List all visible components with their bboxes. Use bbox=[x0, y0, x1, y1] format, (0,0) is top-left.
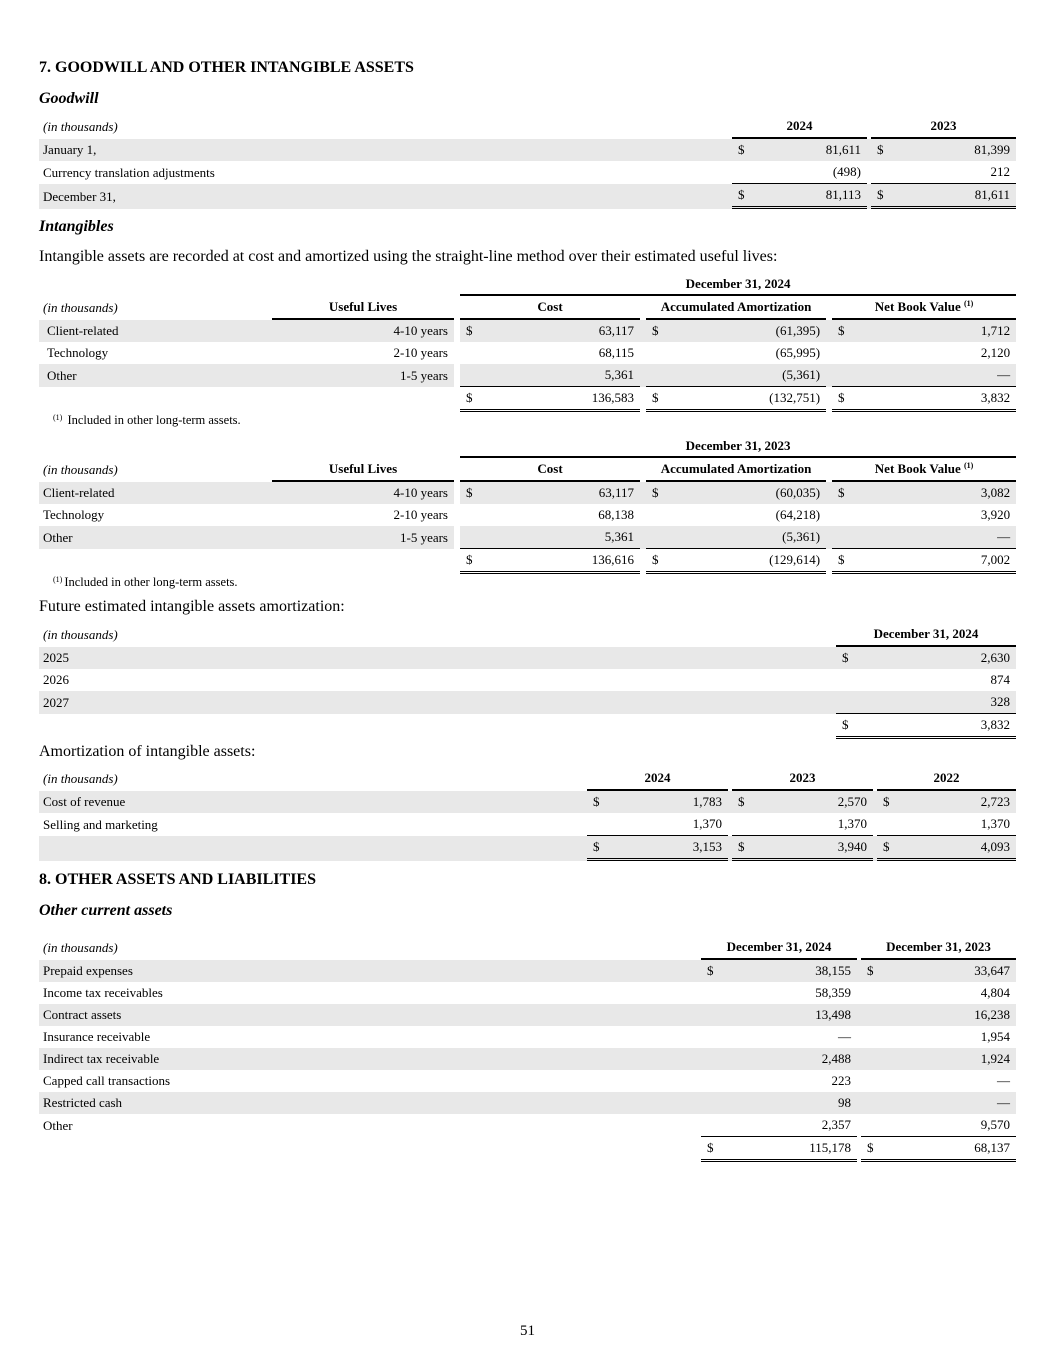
period-header: December 31, 2024 bbox=[460, 274, 1016, 296]
currency-symbol bbox=[861, 982, 883, 1004]
value-2023: 16,238 bbox=[883, 1004, 1016, 1026]
row-label: Technology bbox=[47, 345, 109, 360]
currency-symbol bbox=[460, 342, 482, 364]
units-label: (in thousands) bbox=[43, 627, 118, 642]
currency-symbol bbox=[861, 1114, 883, 1137]
footnote bbox=[53, 413, 241, 428]
value-2023: 1,954 bbox=[980, 1029, 1010, 1044]
currency-symbol: $ bbox=[871, 184, 893, 209]
footnote-marker: (1) bbox=[53, 575, 63, 584]
amortization-table bbox=[39, 767, 1016, 861]
value-2024: 81,611 bbox=[754, 139, 867, 161]
net-book-value: — bbox=[854, 526, 1016, 549]
value-2023: 212 bbox=[893, 161, 1016, 184]
col-header-net-book-value bbox=[832, 296, 1016, 320]
useful-life: 4-10 years bbox=[272, 482, 454, 504]
currency-symbol bbox=[701, 1092, 723, 1114]
col-header-cost: Cost bbox=[460, 458, 640, 482]
value-2024: 81,113 bbox=[754, 184, 867, 209]
value-2023: 1,924 bbox=[883, 1048, 1016, 1070]
currency-symbol: $ bbox=[832, 549, 854, 574]
future-amortization-intro: Future estimated intangible assets amortization: bbox=[39, 598, 345, 615]
total-cost: 136,583 bbox=[482, 387, 640, 412]
table-row bbox=[39, 1048, 1016, 1070]
table-row bbox=[39, 320, 1016, 342]
value-2023: 81,611 bbox=[893, 184, 1016, 209]
cost-value: 68,115 bbox=[598, 345, 635, 360]
amortization-value: (61,395) bbox=[668, 320, 826, 342]
currency-symbol: $ bbox=[646, 320, 668, 342]
currency-symbol bbox=[646, 364, 668, 387]
row-label: Income tax receivables bbox=[43, 985, 163, 1000]
currency-symbol: $ bbox=[460, 549, 482, 574]
units-label: (in thousands) bbox=[43, 940, 118, 955]
currency-symbol bbox=[877, 813, 899, 836]
currency-symbol bbox=[460, 526, 482, 549]
table-row-total bbox=[39, 549, 1016, 574]
intangibles-intro: Intangible assets are recorded at cost and amortized using the straight-line method over their estimated useful lives: bbox=[39, 248, 778, 265]
table-row-total bbox=[39, 387, 1016, 412]
currency-symbol bbox=[460, 364, 482, 387]
goodwill-header-row bbox=[39, 115, 1016, 139]
useful-life: 1-5 years bbox=[272, 364, 454, 387]
currency-symbol: $ bbox=[832, 320, 854, 342]
currency-symbol bbox=[732, 161, 754, 184]
col-header-dec-2023: December 31, 2023 bbox=[861, 936, 1016, 960]
table-row bbox=[39, 691, 1016, 714]
row-label: Client-related bbox=[39, 320, 272, 342]
currency-symbol: $ bbox=[701, 960, 723, 982]
amortization-value: (5,361) bbox=[668, 526, 826, 549]
table-row-total bbox=[39, 184, 1016, 209]
row-label: Contract assets bbox=[39, 1004, 701, 1026]
page-number: 51 bbox=[520, 1323, 535, 1339]
currency-symbol bbox=[832, 342, 854, 364]
column-header-row bbox=[39, 767, 1016, 791]
period-header-row bbox=[39, 436, 1016, 458]
row-label: Cost of revenue bbox=[39, 791, 587, 813]
table-row bbox=[39, 1070, 1016, 1092]
nbv-label: Net Book Value bbox=[874, 299, 961, 314]
currency-symbol bbox=[732, 813, 754, 836]
currency-symbol bbox=[701, 982, 723, 1004]
currency-symbol: $ bbox=[732, 836, 754, 861]
table-row bbox=[39, 647, 1016, 669]
other-current-assets-table bbox=[39, 936, 1016, 1162]
table-row bbox=[39, 982, 1016, 1004]
column-header-row bbox=[39, 296, 1016, 320]
value-2024: 1,783 bbox=[609, 791, 728, 813]
col-header-net-book-value bbox=[832, 458, 1016, 482]
col-header-accumulated-amortization: Accumulated Amortization bbox=[646, 296, 826, 320]
currency-symbol bbox=[836, 669, 858, 691]
total-amortization: (132,751) bbox=[668, 387, 826, 412]
value-2024: 2,488 bbox=[723, 1048, 857, 1070]
currency-symbol: $ bbox=[877, 836, 899, 861]
net-book-value: — bbox=[854, 364, 1016, 387]
col-header-2023: 2023 bbox=[732, 767, 873, 791]
column-header-row bbox=[39, 936, 1016, 960]
units-label: (in thousands) bbox=[43, 300, 118, 315]
table-row bbox=[39, 1114, 1016, 1137]
col-header-accumulated-amortization: Accumulated Amortization bbox=[646, 458, 826, 482]
cost-value: 63,117 bbox=[482, 320, 640, 342]
value-2024: 58,359 bbox=[815, 985, 851, 1000]
amortization-value: (5,361) bbox=[668, 364, 826, 387]
currency-symbol bbox=[646, 342, 668, 364]
currency-symbol bbox=[701, 1026, 723, 1048]
row-label: Indirect tax receivable bbox=[39, 1048, 701, 1070]
amortization-value: (60,035) bbox=[668, 482, 826, 504]
row-label: Selling and marketing bbox=[43, 816, 158, 832]
currency-symbol: $ bbox=[732, 791, 754, 813]
currency-symbol bbox=[460, 504, 482, 526]
currency-symbol: $ bbox=[832, 387, 854, 412]
value-2023: 2,570 bbox=[754, 791, 873, 813]
currency-symbol bbox=[701, 1070, 723, 1092]
goodwill-table bbox=[39, 115, 1016, 209]
footnote-marker: (1) bbox=[53, 413, 63, 422]
total-2023: 68,137 bbox=[883, 1137, 1016, 1162]
total-2023: 3,940 bbox=[754, 836, 873, 861]
value-2023: 81,399 bbox=[893, 139, 1016, 161]
useful-life: 2-10 years bbox=[393, 507, 448, 522]
currency-symbol: $ bbox=[646, 482, 668, 504]
currency-symbol: $ bbox=[646, 549, 668, 574]
currency-symbol bbox=[861, 1092, 883, 1114]
footnote-marker: (1) bbox=[964, 461, 974, 470]
row-label: 2025 bbox=[39, 647, 836, 669]
footnote bbox=[53, 575, 238, 590]
column-header-row bbox=[39, 458, 1016, 482]
total-net-book-value: 3,832 bbox=[854, 387, 1016, 412]
currency-symbol: $ bbox=[836, 647, 858, 669]
table-row-total bbox=[39, 1137, 1016, 1162]
currency-symbol bbox=[701, 1048, 723, 1070]
value-2023: 33,647 bbox=[883, 960, 1016, 982]
cost-value: 5,361 bbox=[482, 364, 640, 387]
col-header-2023: 2023 bbox=[871, 115, 1016, 139]
col-header-useful-lives: Useful Lives bbox=[272, 458, 454, 482]
currency-symbol bbox=[861, 1070, 883, 1092]
value-2023: 1,370 bbox=[754, 813, 873, 836]
row-label: Currency translation adjustments bbox=[43, 164, 215, 180]
value-2024: 98 bbox=[723, 1092, 857, 1114]
currency-symbol bbox=[861, 1026, 883, 1048]
row-label: Technology bbox=[43, 507, 105, 522]
intangibles-2024-table bbox=[39, 274, 1016, 412]
amount: 874 bbox=[990, 672, 1010, 687]
table-row bbox=[39, 342, 1016, 364]
row-label: Client-related bbox=[39, 482, 272, 504]
currency-symbol: $ bbox=[877, 791, 899, 813]
table-row bbox=[39, 960, 1016, 982]
table-row bbox=[39, 139, 1016, 161]
row-label: 2027 bbox=[39, 691, 836, 714]
total-amortization: (129,614) bbox=[668, 549, 826, 574]
footnote-marker: (1) bbox=[964, 299, 974, 308]
currency-symbol bbox=[871, 161, 893, 184]
total-net-book-value: 7,002 bbox=[854, 549, 1016, 574]
value-2023: — bbox=[883, 1092, 1016, 1114]
table-row bbox=[39, 526, 1016, 549]
amortization-intro: Amortization of intangible assets: bbox=[39, 743, 256, 760]
future-amortization-table bbox=[39, 623, 1016, 739]
useful-life: 4-10 years bbox=[272, 320, 454, 342]
row-label: Other bbox=[43, 1117, 73, 1133]
amortization-value: (64,218) bbox=[775, 507, 821, 522]
col-header-useful-lives: Useful Lives bbox=[272, 296, 454, 320]
row-label: Capped call transactions bbox=[43, 1073, 171, 1088]
value-2023: — bbox=[997, 1073, 1010, 1088]
currency-symbol bbox=[701, 1114, 723, 1137]
value-2024: 1,370 bbox=[609, 813, 728, 836]
footnote-text: Included in other long-term assets. bbox=[67, 413, 241, 427]
cost-value: 63,117 bbox=[482, 482, 640, 504]
currency-symbol: $ bbox=[701, 1137, 723, 1162]
row-label: Other bbox=[39, 364, 272, 387]
table-row bbox=[39, 482, 1016, 504]
table-row-total bbox=[39, 836, 1016, 861]
useful-life: 1-5 years bbox=[272, 526, 454, 549]
section-8-title: 8. OTHER ASSETS AND LIABILITIES bbox=[39, 871, 316, 888]
cost-value: 68,138 bbox=[598, 507, 635, 522]
table-row bbox=[39, 161, 1016, 184]
nbv-label: Net Book Value bbox=[874, 461, 961, 476]
currency-symbol: $ bbox=[460, 482, 482, 504]
value-2024: 38,155 bbox=[723, 960, 857, 982]
currency-symbol bbox=[701, 1004, 723, 1026]
currency-symbol bbox=[832, 364, 854, 387]
col-header-dec-2024: December 31, 2024 bbox=[836, 623, 1016, 647]
table-row bbox=[39, 791, 1016, 813]
currency-symbol: $ bbox=[646, 387, 668, 412]
row-label: Restricted cash bbox=[39, 1092, 701, 1114]
currency-symbol bbox=[861, 1048, 883, 1070]
value-2024: 13,498 bbox=[723, 1004, 857, 1026]
col-header-2024: 2024 bbox=[732, 115, 867, 139]
section-7-title: 7. GOODWILL AND OTHER INTANGIBLE ASSETS bbox=[39, 59, 414, 76]
table-row bbox=[39, 1026, 1016, 1048]
value-2023: 4,804 bbox=[980, 985, 1010, 1000]
table-row bbox=[39, 364, 1016, 387]
units-label: (in thousands) bbox=[43, 119, 118, 134]
period-header-row bbox=[39, 274, 1016, 296]
currency-symbol bbox=[646, 504, 668, 526]
value-2024: (498) bbox=[754, 161, 867, 184]
intangibles-heading: Intangibles bbox=[39, 218, 114, 235]
table-row bbox=[39, 1092, 1016, 1114]
value-2024: 2,357 bbox=[723, 1114, 857, 1137]
total-2024: 115,178 bbox=[723, 1137, 857, 1162]
currency-symbol: $ bbox=[836, 714, 858, 739]
goodwill-heading: Goodwill bbox=[39, 90, 99, 107]
net-book-value: 3,920 bbox=[980, 507, 1011, 522]
currency-symbol: $ bbox=[587, 836, 609, 861]
total-amount: 3,832 bbox=[858, 714, 1016, 739]
col-header-2024: 2024 bbox=[587, 767, 728, 791]
units-label: (in thousands) bbox=[43, 771, 118, 786]
cost-value: 5,361 bbox=[482, 526, 640, 549]
currency-symbol bbox=[861, 1004, 883, 1026]
amortization-value: (65,995) bbox=[775, 345, 821, 360]
net-book-value: 2,120 bbox=[980, 345, 1011, 360]
row-label: Insurance receivable bbox=[43, 1029, 151, 1044]
other-current-assets-heading: Other current assets bbox=[39, 902, 173, 919]
row-label: December 31, bbox=[39, 184, 732, 209]
table-row-total bbox=[39, 714, 1016, 739]
period-header: December 31, 2023 bbox=[460, 436, 1016, 458]
row-label: 2026 bbox=[43, 672, 69, 687]
intangibles-2023-table bbox=[39, 436, 1016, 574]
currency-symbol: $ bbox=[587, 791, 609, 813]
value-2022: 1,370 bbox=[899, 813, 1016, 836]
net-book-value: 1,712 bbox=[854, 320, 1016, 342]
currency-symbol: $ bbox=[861, 960, 883, 982]
currency-symbol bbox=[832, 504, 854, 526]
row-label: January 1, bbox=[39, 139, 732, 161]
currency-symbol: $ bbox=[460, 387, 482, 412]
col-header-dec-2024: December 31, 2024 bbox=[701, 936, 857, 960]
amount: 2,630 bbox=[858, 647, 1016, 669]
value-2023: 9,570 bbox=[883, 1114, 1016, 1137]
currency-symbol: $ bbox=[732, 139, 754, 161]
table-row bbox=[39, 813, 1016, 836]
currency-symbol bbox=[646, 526, 668, 549]
currency-symbol bbox=[832, 526, 854, 549]
col-header-cost: Cost bbox=[460, 296, 640, 320]
value-2024: — bbox=[838, 1029, 851, 1044]
amount: 328 bbox=[858, 691, 1016, 714]
total-cost: 136,616 bbox=[482, 549, 640, 574]
col-header-2022: 2022 bbox=[877, 767, 1016, 791]
table-row bbox=[39, 504, 1016, 526]
value-2024: 223 bbox=[831, 1073, 851, 1088]
currency-symbol bbox=[587, 813, 609, 836]
net-book-value: 3,082 bbox=[854, 482, 1016, 504]
row-label: Prepaid expenses bbox=[39, 960, 701, 982]
total-2024: 3,153 bbox=[609, 836, 728, 861]
units-label: (in thousands) bbox=[43, 462, 118, 477]
table-row bbox=[39, 1004, 1016, 1026]
row-label: Other bbox=[39, 526, 272, 549]
currency-symbol: $ bbox=[732, 184, 754, 209]
column-header-row bbox=[39, 623, 1016, 647]
currency-symbol: $ bbox=[832, 482, 854, 504]
currency-symbol: $ bbox=[871, 139, 893, 161]
footnote-text: Included in other long-term assets. bbox=[64, 575, 238, 589]
value-2022: 2,723 bbox=[899, 791, 1016, 813]
currency-symbol: $ bbox=[861, 1137, 883, 1162]
useful-life: 2-10 years bbox=[393, 345, 448, 360]
table-row bbox=[39, 669, 1016, 691]
total-2022: 4,093 bbox=[899, 836, 1016, 861]
currency-symbol: $ bbox=[460, 320, 482, 342]
currency-symbol bbox=[836, 691, 858, 714]
